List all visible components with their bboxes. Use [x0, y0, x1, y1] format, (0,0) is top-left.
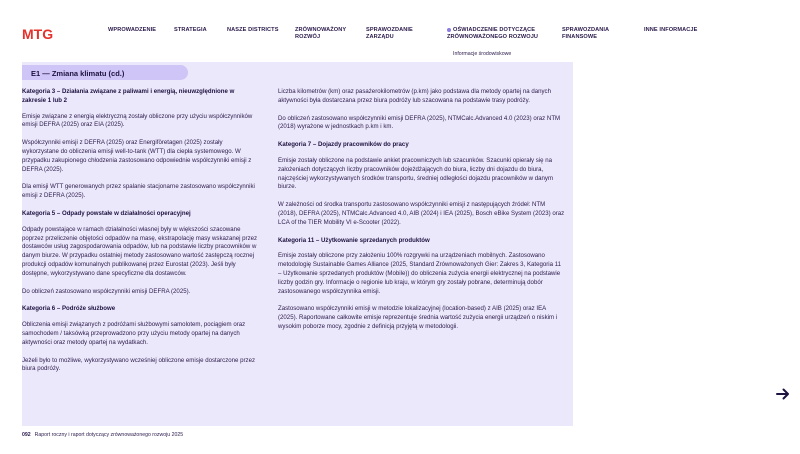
page-footer	[22, 432, 183, 438]
paragraph: Emisje związane z energią elektryczną zostały obliczone przy użyciu współczynników emisji DEFRA (2025) oraz EIA (2025).	[22, 112, 253, 129]
nav-item-wprowadzenie[interactable]: WPROWADZENIE	[108, 27, 157, 33]
nav-item-strategia[interactable]: STRATEGIA	[174, 27, 207, 33]
heading-category-7: Kategoria 7 – Dojazdy pracowników do pracy	[278, 141, 409, 149]
heading-category-5: Kategoria 5 – Odpady powstałe w działalności operacyjnej	[22, 209, 191, 217]
paragraph: Emisje zostały obliczone przy założeniu 100% rozgrywki na urządzeniach mobilnych. Zastosowano metodologię Sustainable Games Alliance (2025, Standard Zrównoważonych Gier: Zakres 3, Kategoria 11 – Użytkowanie sprzedanych produktów (Mobile)) do obliczenia zużycia energii elektrycznej na podstawie liczby godzin gry. Informacje o regionie lub kraju, w którym gry zostały pobrane, determinują dobór zastosowanego współczynnika emisji.	[278, 252, 562, 295]
paragraph: Obliczenia emisji związanych z podróżami służbowymi samolotem, pociągiem oraz samochodem / taksówką przeprowadzono przy użyciu metody opartej na danych aktywności oraz metody opartej na wydatkach.	[22, 321, 246, 346]
paragraph: Do obliczeń zastosowano współczynniki emisji DEFRA (2025).	[22, 287, 191, 295]
nav-subitem-informacje-srodowiskowe[interactable]: Informacje środowiskowe	[453, 51, 512, 57]
nav-item-sprawozdania-finansowe[interactable]: SPRAWOZDANIA FINANSOWE	[562, 27, 609, 40]
footer-report-title: Raport roczny i raport dotyczący zrównoważonego rozwoju 2025	[34, 432, 184, 438]
paragraph: Jeżeli było to możliwe, wykorzystywano wcześniej obliczone emisje dostarczone przez biura podróży.	[22, 356, 256, 373]
paragraph: Zastosowano współczynniki emisji w metodzie lokalizacyjnej (location-based) z AIB (2025) oraz IEA (2025). Raportowane całkowite emisje reprezentuje średnia wartość zużycia energii urządzeń o niskim i wysokim poborze mocy, zgodnie z definicją przyjętą w metodologii.	[278, 305, 558, 330]
heading-category-6: Kategoria 6 – Podróże służbowe	[22, 305, 116, 313]
paragraph: Do obliczeń zastosowano współczynniki emisji DEFRA (2025), NTMCalc.Advanced 4.0 (2023) oraz NTM (2018) wyrażone w jednostkach p.km i km.	[278, 114, 561, 131]
top-navigation	[0, 0, 800, 58]
nav-item-inne-informacje[interactable]: INNE INFORMACJE	[644, 27, 698, 33]
paragraph: Dla emisji WTT generowanych przez spalanie stacjonarne zastosowano współczynniki emisji z DEFRA (2025).	[22, 183, 255, 200]
nav-item-oswiadczenie-label: OŚWIADCZENIE DOTYCZĄCE ZRÓWNOWAŻONEGO ROZWOJU	[447, 27, 539, 40]
nav-item-sprawozdanie-zarzadu[interactable]: SPRAWOZDANIE ZARZĄDU	[366, 27, 413, 40]
paragraph: Liczba kilometrów (km) oraz pasażerokilometrów (p.km) jako podstawa dla metody opartej na danych aktywności była dostarczana przez biura podróży lub szacowana na podstawie trasy podróży.	[278, 88, 551, 104]
nav-item-oswiadczenie[interactable]	[447, 27, 547, 41]
mtg-logo-icon[interactable]	[22, 27, 58, 41]
paragraph: Emisje zostały obliczone na podstawie ankiet pracowniczych lub szacunków. Szacunki opierały się na założeniach dotyczących liczby pracowników dojeżdżających do biura, liczby dni dojazdu do biura, najczęściej wykorzystywanych środków transportu, średniej odległości dojazdu pracowników w danym biurze.	[278, 156, 554, 191]
nav-item-nasze-districts[interactable]: NASZE DISTRICTS	[227, 27, 279, 33]
logo-text: MTG	[22, 27, 54, 41]
active-dot-icon	[447, 28, 451, 32]
page-number: 092	[22, 432, 31, 438]
heading-category-3: Kategoria 3 – Działania związane z paliwami i energią, nieuwzględnione w zakresie 1 lub 2	[22, 88, 235, 104]
paragraph: Odpady powstające w ramach działalności własnej były w większości szacowane poprzez przeliczenie objętości odpadów na masę, ekstrapolację masy wskazanej przez dostawców usług zagospodarowania odpadów, lub na podstawie liczby pracowników w danym biurze. W przypadku ostatniej metody zastosowano wartość zastępczą rocznej produkcji odpadów komunalnych publikowanej przez Eurostat (2023). Jeśli były dostępne, wykorzystywano dane specyficzne dla dostawców.	[22, 225, 258, 277]
arrow-right-icon[interactable]	[776, 388, 790, 400]
heading-category-11: Kategoria 11 – Użytkowanie sprzedanych produktów	[278, 236, 430, 244]
section-title: E1 — Zmiana klimatu (cd.)	[31, 69, 125, 78]
paragraph: Współczynniki emisji z DEFRA (2025) oraz Energiföretagen (2025) zostały wykorzystane do obliczenia emisji well-to-tank (WTT) dla ciepła systemowego. W przypadku zakupionego chłodzenia zastosowano odpowiednie współczynniki emisji z DEFRA (2025).	[22, 139, 252, 173]
paragraph: W zależności od środka transportu zastosowano współczynniki emisji z następujących źródeł: NTM (2018), DEFRA (2025), NTMCalc.Advanced 4.0, AIB (2024) i IEA (2025), Bosch eBike System (2023) oraz LCA of the TIER Mobility VI e-Scooter (2022).	[278, 201, 565, 226]
nav-item-zrownowazony-rozwoj[interactable]: ZRÓWNOWAŻONY ROZWÓJ	[295, 27, 347, 40]
right-column	[278, 88, 566, 341]
left-column	[22, 88, 258, 383]
